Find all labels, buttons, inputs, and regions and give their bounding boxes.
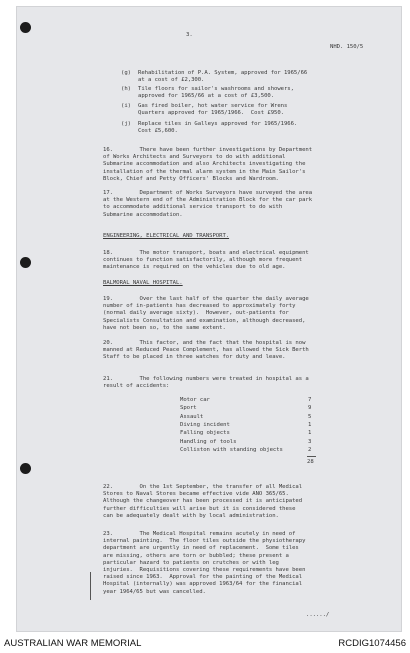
paragraph-19: number of in-patients has decreased to approximately forty bbox=[103, 303, 296, 310]
item-text: Quarters approved for 1965/1966. Cost £950. bbox=[138, 110, 284, 117]
paragraph-18: continues to function satisfactorily, although more frequent bbox=[103, 257, 303, 264]
accident-type: Diving incident bbox=[180, 421, 230, 428]
total-rule bbox=[307, 456, 316, 457]
paragraph-23: are missing, others are torn or bubbled; these present a bbox=[103, 552, 289, 559]
accident-count: 1 bbox=[308, 430, 312, 437]
paragraph-17: to accommodate additional service transport to do with bbox=[103, 204, 283, 211]
accident-type: Motor car bbox=[180, 397, 210, 403]
margin-mark bbox=[90, 572, 91, 600]
item-text: Tile floors for sailor's washrooms and showers, bbox=[138, 86, 294, 92]
paragraph-17: at the Western end of the Administration Block for the car park bbox=[103, 197, 313, 204]
paragraph-18: maintenance is required on the vehicles due to old age. bbox=[103, 264, 286, 271]
item-label: (i) bbox=[121, 103, 131, 109]
item-text: Rehabilitation of P.A. System, approved for 1965/66 bbox=[138, 70, 308, 76]
item-text: Replace tiles in Galleys approved for 1965/1966. bbox=[138, 121, 298, 127]
paragraph-23: raised since 1963. Approval for the painting of the Medical bbox=[103, 574, 303, 581]
paragraph-22: Although the changeover has been processed it is anticipated bbox=[103, 498, 303, 505]
accident-count: 9 bbox=[308, 405, 312, 412]
accident-type: Colliston with standing objects bbox=[180, 446, 283, 453]
item-text: at a cost of £2,300. bbox=[138, 77, 205, 84]
paragraph-17: Submarine accommodation. bbox=[103, 211, 183, 218]
paragraph-23: Hospital (internally) was approved 1963/64 for the financial bbox=[103, 581, 303, 588]
paragraph-17: 17. Department of Works Surveyors have surveyed the area bbox=[103, 190, 313, 196]
accident-count: 2 bbox=[308, 446, 312, 453]
accident-count: 3 bbox=[308, 438, 312, 445]
item-label: (g) bbox=[121, 70, 131, 76]
section-heading: BALMORAL NAVAL HOSPITAL. bbox=[103, 280, 183, 286]
paragraph-23: department are urgently in need of replacement. Some tiles bbox=[103, 545, 299, 552]
punch-hole bbox=[20, 463, 31, 474]
paragraph-20: manned at Reduced Peace Complement, has allowed the Sick Berth bbox=[103, 347, 309, 354]
paragraph-22: Stores to Naval Stores became effective vide ANO 365/65. bbox=[103, 491, 289, 498]
accident-type: Handling of tools bbox=[180, 438, 237, 445]
section-heading: ENGINEERING, ELECTRICAL AND TRANSPORT. bbox=[103, 233, 230, 239]
paragraph-19: Specialists Consultation and examination, although decreased, bbox=[103, 317, 306, 324]
paragraph-19: 19. Over the last half of the quarter the daily average bbox=[103, 296, 309, 302]
accident-type: Sport bbox=[180, 405, 197, 412]
accident-count: 1 bbox=[308, 421, 312, 428]
accident-count: 7 bbox=[308, 397, 312, 403]
accident-type: Falling objects bbox=[180, 430, 230, 437]
archive-id: RCDIG1074456 bbox=[338, 638, 406, 649]
item-text: Gas fired boiler, hot water service for Wrens bbox=[138, 103, 288, 109]
paragraph-23: injuries. Requisitions covering these requirements have been bbox=[103, 567, 306, 573]
paragraph-20: 20. This factor, and the fact that the hospital is now bbox=[103, 340, 306, 346]
paragraph-19: (normal daily average sixty). However, out-patients for bbox=[103, 310, 289, 317]
paragraph-23: 23. The Medical Hospital remains acutely in need of bbox=[103, 531, 296, 537]
item-label: (j) bbox=[121, 121, 131, 127]
item-text: Cost £5,600. bbox=[138, 128, 178, 135]
paragraph-16: installation of the thermal alarm system in the Main Sailor's bbox=[103, 168, 306, 175]
continuation-mark: ....../ bbox=[306, 612, 330, 618]
archive-footer bbox=[0, 632, 410, 653]
paragraph-16: of Works Architects and Surveyors to do with additional bbox=[103, 154, 286, 161]
archive-name: AUSTRALIAN WAR MEMORIAL bbox=[4, 638, 142, 649]
paragraph-16: 16. There have been further investigations by Department bbox=[103, 147, 313, 153]
accident-type: Assault bbox=[180, 413, 204, 420]
accident-count: 5 bbox=[308, 413, 312, 420]
paragraph-19: have not been so, to the same extent. bbox=[103, 324, 226, 331]
paragraph-23: particular hazard to patients on crutches or with leg bbox=[103, 559, 279, 566]
item-label: (h) bbox=[121, 86, 131, 92]
paragraph-22: further difficulties will arise but it is considered these bbox=[103, 505, 296, 512]
paragraph-21: 21. The following numbers were treated in hospital as a bbox=[103, 376, 309, 382]
page-number: 3. bbox=[186, 32, 193, 38]
paragraph-22: can be adequately dealt with by local administration. bbox=[103, 512, 279, 519]
paragraph-16: Submarine accommodation and also Architects investigating the bbox=[103, 161, 306, 168]
paragraph-16: Block, Chief and Petty Officers' Blocks and Wardroom. bbox=[103, 175, 279, 182]
accident-total: 28 bbox=[307, 459, 314, 465]
paragraph-23: year 1964/65 but was cancelled. bbox=[103, 588, 206, 595]
paragraph-20: Staff to be placed in three watches for duty and leave. bbox=[103, 354, 286, 361]
paragraph-23: internal painting. The floor tiles outside the physiotherapy bbox=[103, 538, 306, 545]
punch-hole bbox=[20, 257, 31, 268]
paragraph-18: 18. The motor transport, boats and electrical equipment bbox=[103, 250, 309, 256]
file-reference: NHD. 150/5 bbox=[330, 44, 364, 50]
item-text: approved for 1965/66 at a cost of £3,500. bbox=[138, 93, 275, 100]
paragraph-21: result of accidents: bbox=[103, 383, 170, 390]
punch-hole bbox=[20, 22, 31, 33]
paragraph-22: 22. On the 1st September, the transfer of all Medical bbox=[103, 484, 303, 490]
